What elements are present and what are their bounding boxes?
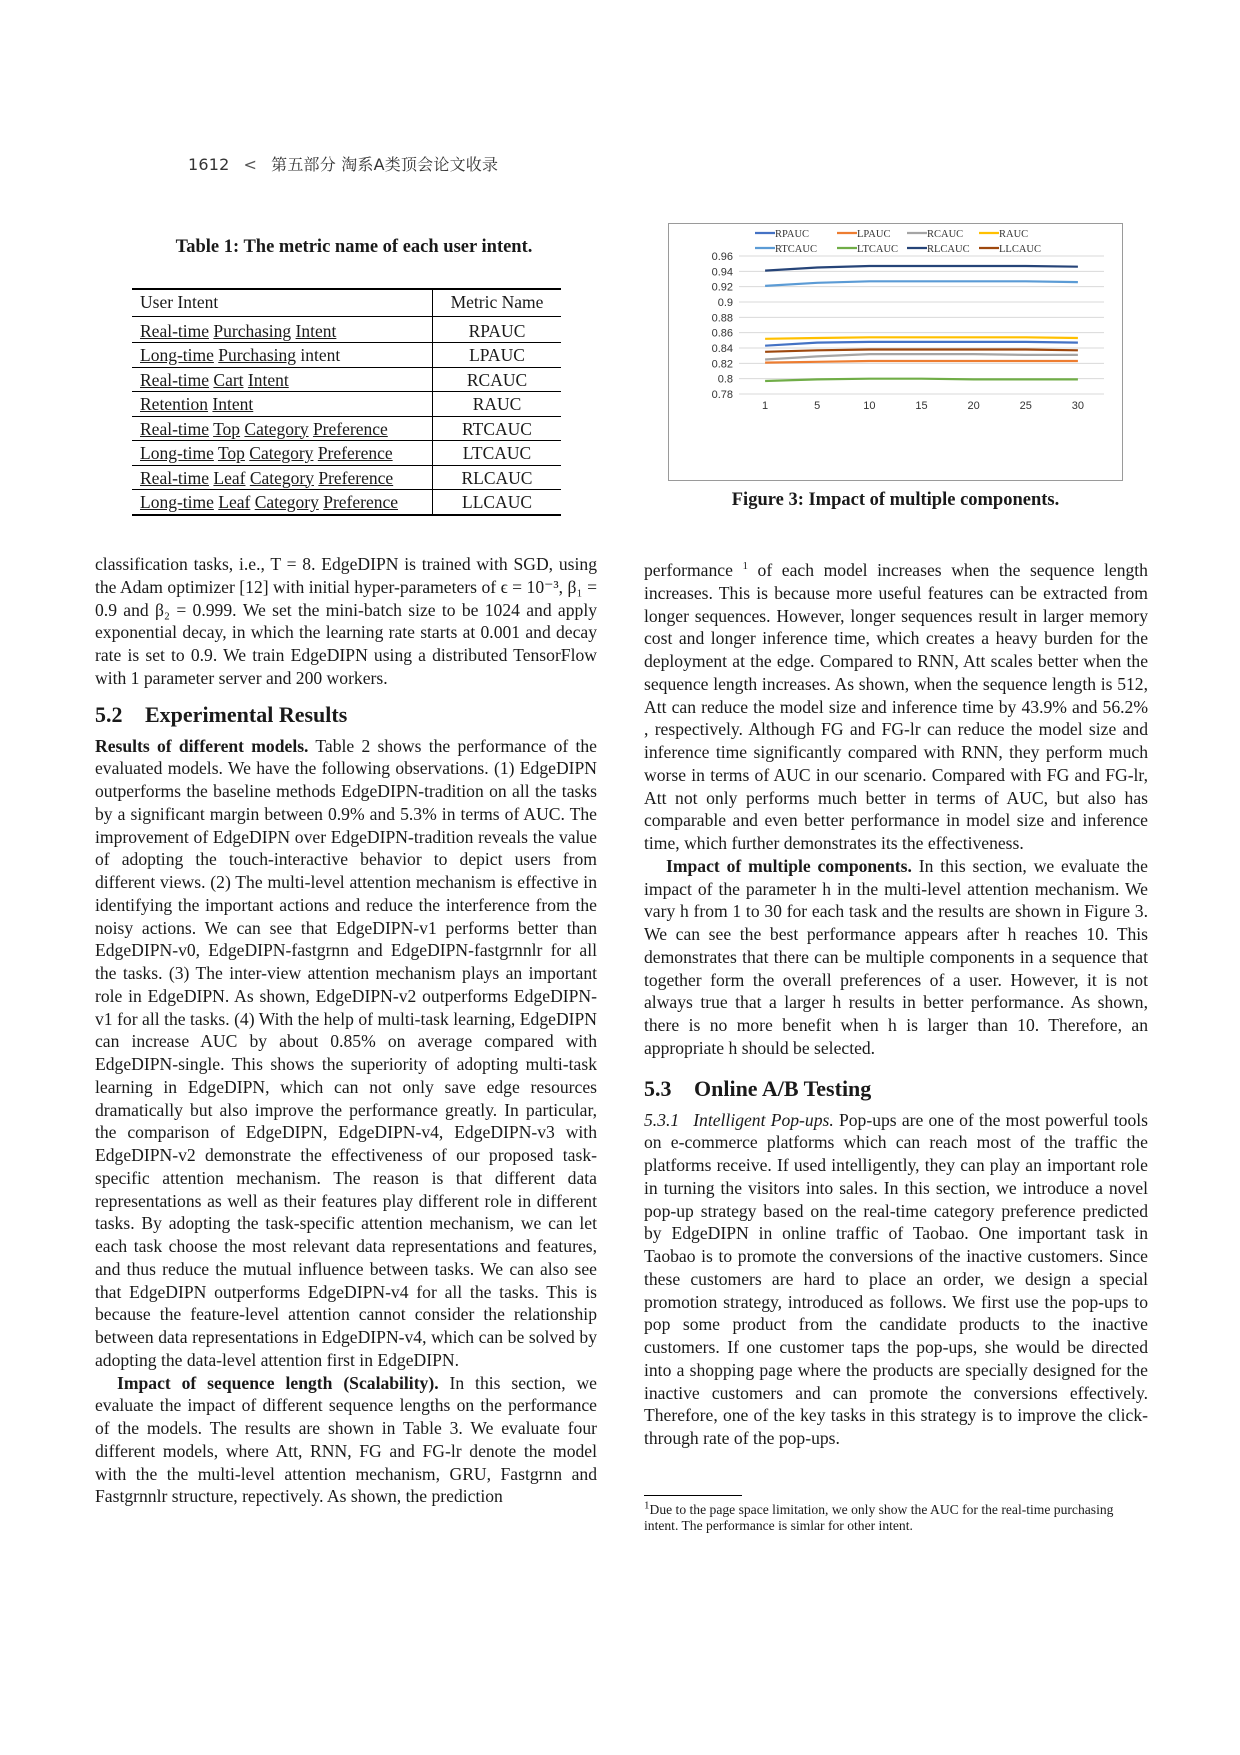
y-tick-label: 0.92 bbox=[711, 281, 733, 294]
paragraph-scalability bbox=[95, 1372, 597, 1509]
legend-label: RPAUC bbox=[775, 229, 810, 240]
metric-cell: LPAUC bbox=[433, 343, 562, 368]
y-tick-label: 0.8 bbox=[717, 373, 733, 386]
line-chart bbox=[669, 224, 1122, 480]
x-tick-label: 20 bbox=[967, 400, 980, 412]
paragraph-components bbox=[644, 855, 1148, 1060]
section-title: Experimental Results bbox=[145, 701, 348, 727]
series-line-rcauc bbox=[765, 354, 1078, 359]
paragraph-performance bbox=[644, 559, 1148, 855]
x-tick-label: 15 bbox=[915, 400, 928, 412]
y-tick-label: 0.96 bbox=[711, 251, 733, 263]
metric-cell: RPAUC bbox=[433, 316, 562, 343]
paragraph-results bbox=[95, 735, 597, 1372]
paragraph-text: Pop-ups are one of the most powerful tools on e-commerce platforms which can reach most of the traffic the platforms receive. If used intelligently, they can play an important role in turning the visitors into sales. In this section, we introduce a novel pop-up strategy based on the real-time category preference predicted by EdgeDIPN in online traffic of Taobao. One important task in Taobao is to promote the conversions of the inactive customers. Since these customers are hard to place an order, we design a special promotion strategy, introduced as follows. We first use the pop-ups to pop some product from the candidate products to the inactive customers. If one customer taps the pop-ups, she would be directed into a shopping page where the products are specially designed for the inactive customers and can promote the conversions effectively. Therefore, one of the key tasks in this strategy is to improve the click-through rate of the pop-ups. bbox=[644, 1109, 1149, 1448]
header-separator: < bbox=[243, 155, 258, 174]
footnote-text: Due to the page space limitation, we only show the AUC for the real-time purchasing intent. The performance is simlar for other intent. bbox=[644, 1502, 1114, 1533]
intent-cell: Real-time Purchasing Intent bbox=[132, 316, 433, 343]
paragraph-popups bbox=[644, 1109, 1148, 1450]
subsection-number: 5.3.1 bbox=[644, 1109, 680, 1130]
paragraph-text: In this section, we evaluate the impact of different sequence lengths on the performance of the models. The results are shown in Table 3. We evaluate four different models, where Att, RNN, FG and FG-lr denote the model with the the multi-level attention mechanism, GRU, Fastgrnn and Fastgrnnlr structure, repectively. As shown, the prediction bbox=[95, 1372, 597, 1507]
footnote-ref: 1 bbox=[742, 560, 748, 573]
right-column bbox=[644, 559, 1148, 1450]
series-line-rtcauc bbox=[765, 281, 1078, 286]
y-tick-label: 0.9 bbox=[717, 297, 733, 309]
table-row bbox=[132, 343, 561, 368]
y-tick-label: 0.82 bbox=[711, 358, 733, 371]
section-number: 5.2 bbox=[95, 701, 123, 727]
paragraph-setup: classification tasks, i.e., T = 8. EdgeDIPN is trained with SGD, using the Adam optimizer [12] with initial hyper-parameters of ϵ = 10⁻³, β₁ = 0.9 and β₂ = 0.999. We set the mini-batch size to be 1024 and apply exponential decay, in which the learning rate starts at 0.001 and decay rate is set to 0.9. We train EdgeDIPN using a distributed TensorFlow with 1 parameter server and 200 workers. bbox=[95, 554, 597, 688]
x-tick-label: 10 bbox=[863, 400, 876, 412]
intent-cell: Long-time Leaf Category Preference bbox=[140, 492, 399, 512]
series-line-llcauc bbox=[765, 350, 1078, 352]
figure3-caption: Figure 3: Impact of multiple components. bbox=[731, 490, 1060, 510]
footnote-rule bbox=[644, 1495, 742, 1496]
paragraph-text: In this section, we evaluate the impact of the parameter h in the multi-level attention mechanism. We vary h from 1 to 30 for each task and the results are shown in Figure 3. We can see the best performance appears after h reaches 10. This demonstrates that there can be multiple components in a sequence that together form the overall preferences of a user. However, it is not always true that a larger h results in better performance. As shown, there is no more benefit when h is larger than 10. Therefore, an appropriate h should be selected. bbox=[644, 855, 1148, 1058]
table-row bbox=[132, 465, 561, 490]
run-in-heading: Impact of sequence length (Scalability). bbox=[117, 1372, 439, 1393]
table-row bbox=[132, 316, 561, 343]
run-in-heading: Impact of multiple components. bbox=[666, 855, 912, 876]
y-tick-label: 0.88 bbox=[711, 312, 733, 325]
footnote-mark: 1 bbox=[644, 1499, 650, 1512]
legend-label: LPAUC bbox=[857, 229, 891, 240]
legend-label: RLCAUC bbox=[927, 244, 970, 255]
metric-cell: LTCAUC bbox=[433, 441, 562, 466]
x-tick-label: 5 bbox=[814, 400, 821, 412]
table-row bbox=[132, 392, 561, 417]
section-title: Online A/B Testing bbox=[694, 1075, 872, 1101]
series-line-rauc bbox=[765, 337, 1078, 339]
legend-label: LLCAUC bbox=[999, 244, 1041, 255]
table1-caption: Table 1: The metric name of each user intent. bbox=[175, 237, 533, 257]
intent-cell: Real-time Cart Intent bbox=[132, 367, 433, 392]
table-row bbox=[132, 416, 561, 441]
metric-cell: RAUC bbox=[433, 392, 562, 417]
run-in-heading: Results of different models. bbox=[95, 735, 309, 756]
intent-cell: Real-time Leaf Category Preference bbox=[132, 465, 433, 490]
intent-metric-table bbox=[132, 288, 561, 516]
subsection-title: Intelligent Pop-ups. bbox=[693, 1109, 834, 1130]
x-tick-label: 25 bbox=[1019, 400, 1032, 412]
metric-cell: RLCAUC bbox=[433, 465, 562, 490]
intent-cell: Retention Intent bbox=[132, 392, 433, 417]
metric-cell: RTCAUC bbox=[433, 416, 562, 441]
series-line-rlcauc bbox=[765, 266, 1078, 271]
legend-label: RCAUC bbox=[927, 229, 964, 240]
header-section: 第五部分 淘系A类顶会论文收录 bbox=[271, 155, 499, 174]
running-header bbox=[188, 152, 498, 175]
paragraph-text: performance bbox=[644, 560, 743, 580]
series-line-lpauc bbox=[765, 361, 1078, 363]
subsection-heading bbox=[644, 1110, 834, 1130]
intent-cell: Long-time Purchasing intent bbox=[132, 343, 433, 368]
section-number: 5.3 bbox=[644, 1075, 672, 1101]
metric-cell: RCAUC bbox=[433, 367, 562, 392]
table-header-metric: Metric Name bbox=[433, 289, 562, 316]
intent-cell: Real-time Top Category Preference bbox=[132, 416, 433, 441]
legend-label: LTCAUC bbox=[857, 244, 899, 255]
y-tick-label: 0.84 bbox=[711, 343, 733, 355]
series-line-ltcauc bbox=[765, 379, 1078, 381]
series-line-rpauc bbox=[765, 342, 1078, 346]
table-row bbox=[132, 441, 561, 466]
page-number: 1612 bbox=[188, 155, 230, 174]
table-row bbox=[132, 367, 561, 392]
y-tick-label: 0.78 bbox=[711, 389, 733, 401]
paragraph-text: of each model increases when the sequence length increases. This is because more useful features can be extracted from longer sequences. However, longer sequences result in larger memory cost and longer inference time, which creates a heavy burden for the deployment at the edge. Compared to RNN, Att scales better when the sequence length increases. As shown, when the sequence length is 512, Att can reduce the model size and inference time by 43.9% and 56.2% , respectively. Although FG and FG-lr can reduce the model size and inference time significantly compared with RNN, they perform much worse in terms of AUC in our scenario. Compared with FG and FG-lr, Att not only performs much better in terms of AUC, but also has comparable and even better performance in model size and inference time, which further demonstrates its the effectiveness. bbox=[644, 560, 1148, 853]
legend-label: RTCAUC bbox=[775, 244, 817, 255]
footnote bbox=[644, 1495, 1148, 1534]
section-heading-5-3 bbox=[644, 1076, 1148, 1102]
x-tick-label: 30 bbox=[1071, 400, 1085, 412]
figure3-chart bbox=[668, 223, 1123, 481]
metric-cell: LLCAUC bbox=[433, 490, 562, 515]
paragraph-text: Table 2 shows the performance of the evaluated models. We have the following observations. (1) EdgeDIPN outperforms the baseline methods EdgeDIPN-tradition on all the tasks by a significant margin between 0.9% and 5.3% in terms of AUC. The improvement of EdgeDIPN over EdgeDIPN-tradition reveals the value of adopting the touch-interactive behavior to depict users from different views. (2) The multi-level attention mechanism is effective in identifying the important actions and reduce the interference from the noisy actions. We can see that EdgeDIPN-v1 performs better than EdgeDIPN-v0, EdgeDIPN-fastgrnn and EdgeDIPN-fastgrnnlr for all the tasks. (3) The inter-view attention mechanism plays an important role in EdgeDIPN. As shown, EdgeDIPN-v2 outperforms EdgeDIPN-v1 for all the tasks. (4) With the help of multi-task learning, EdgeDIPN can increase AUC by about 0.85% on average compared with EdgeDIPN-single. This shows the superiority of adopting multi-task learning in EdgeDIPN, which can not only save edge resources dramatically but also improve the performance greatly. In particular, the comparison of EdgeDIPN, EdgeDIPN-v4, EdgeDIPN-v3 with EdgeDIPN-v2 demonstrate the effectiveness of our proposed task-specific attention mechanism. The reason is that different data representations as well as their features play different role in different tasks. By adopting the task-specific attention mechanism, we can let each task choose the most relevant data representations and features, and thus reduce the mutual influence between tasks. We can also see that EdgeDIPN outperforms EdgeDIPN-v4 for all the tasks. This is because the feature-level attention cannot consider the relationship between data representations in EdgeDIPN-v4, which can be solved by adopting the data-level attention first in EdgeDIPN. bbox=[95, 735, 597, 1370]
left-column bbox=[95, 553, 597, 1508]
y-tick-label: 0.94 bbox=[711, 266, 733, 279]
y-tick-label: 0.86 bbox=[711, 327, 733, 340]
section-heading-5-2 bbox=[95, 702, 597, 728]
table-row bbox=[132, 490, 561, 515]
x-tick-label: 1 bbox=[762, 400, 769, 412]
table-header-intent: User Intent bbox=[132, 289, 433, 316]
legend-label: RAUC bbox=[999, 229, 1029, 240]
intent-cell: Long-time Top Category Preference bbox=[132, 441, 433, 466]
